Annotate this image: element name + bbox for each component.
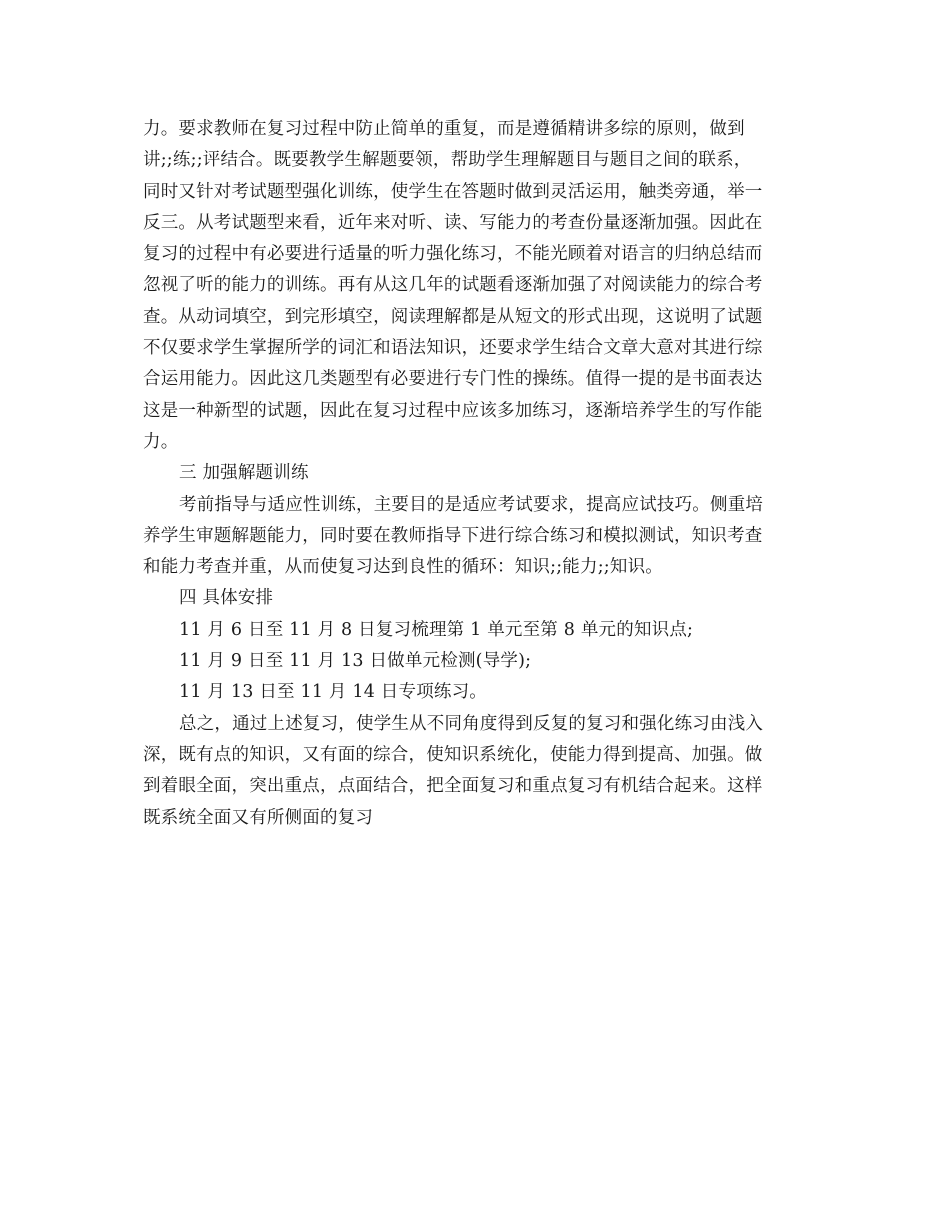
text-line: 合运用能力。因此这几类题型有必要进行专门性的操练。值得一提的是书面表达 bbox=[143, 369, 763, 390]
schedule-item: 11 月 6 日至 11 月 8 日复习梳理第 1 单元至第 8 单元的知识点; bbox=[179, 619, 694, 640]
text-line: 总之，通过上述复习，使学生从不同角度得到反复的复习和强化练习由浅入 bbox=[179, 713, 764, 734]
text-line: 既系统全面又有所侧面的复习 bbox=[143, 807, 374, 828]
paragraph-3 bbox=[143, 709, 803, 834]
text-line: 不仅要求学生掌握所学的词汇和语法知识，还要求学生结合文章大意对其进行综 bbox=[143, 338, 763, 359]
text-line: 讲;;练;;评结合。既要教学生解题要领，帮助学生理解题目与题目之间的联系， bbox=[143, 150, 752, 171]
text-line: 力。要求教师在复习过程中防止简单的重复，而是遵循精讲多综的原则，做到 bbox=[143, 119, 745, 139]
text-line: 到着眼全面，突出重点，点面结合，把全面复习和重点复习有机结合起来。这样 bbox=[143, 776, 763, 797]
text-line: 考前指导与适应性训练，主要目的是适应考试要求，提高应试技巧。侧重培 bbox=[179, 494, 764, 515]
document-page bbox=[143, 114, 803, 834]
section-heading-4: 四 具体安排 bbox=[179, 588, 274, 609]
text-line: 力。 bbox=[143, 431, 179, 452]
paragraph-2 bbox=[143, 490, 803, 584]
text-line: 反三。从考试题型来看，近年来对听、读、写能力的考查份量逐渐加强。因此在 bbox=[143, 212, 763, 233]
text-line: 复习的过程中有必要进行适量的听力强化练习，不能光顾着对语言的归纳总结而 bbox=[143, 244, 763, 265]
text-line: 同时又针对考试题型强化训练，使学生在答题时做到灵活运用，触类旁通，举一 bbox=[143, 181, 763, 202]
schedule-list bbox=[143, 615, 803, 709]
text-line: 这是一种新型的试题，因此在复习过程中应该多加练习，逐渐培养学生的写作能 bbox=[143, 400, 763, 421]
text-line: 深，既有点的知识，又有面的综合，使知识系统化，使能力得到提高、加强。做 bbox=[143, 744, 763, 765]
text-line: 养学生审题解题能力，同时要在教师指导下进行综合练习和模拟测试，知识考查 bbox=[143, 525, 763, 546]
schedule-item: 11 月 9 日至 11 月 13 日做单元检测(导学); bbox=[179, 651, 532, 672]
paragraph-1 bbox=[143, 114, 803, 458]
text-line: 和能力考查并重，从而使复习达到良性的循环：知识;;能力;;知识。 bbox=[143, 557, 663, 578]
text-line: 查。从动词填空，到完形填空，阅读理解都是从短文的形式出现，这说明了试题 bbox=[143, 306, 763, 327]
section-heading-3: 三 加强解题训练 bbox=[179, 463, 309, 484]
text-line: 忽视了听的能力的训练。再有从这几年的试题看逐渐加强了对阅读能力的综合考 bbox=[143, 275, 763, 296]
schedule-item: 11 月 13 日至 11 月 14 日专项练习。 bbox=[179, 682, 488, 703]
